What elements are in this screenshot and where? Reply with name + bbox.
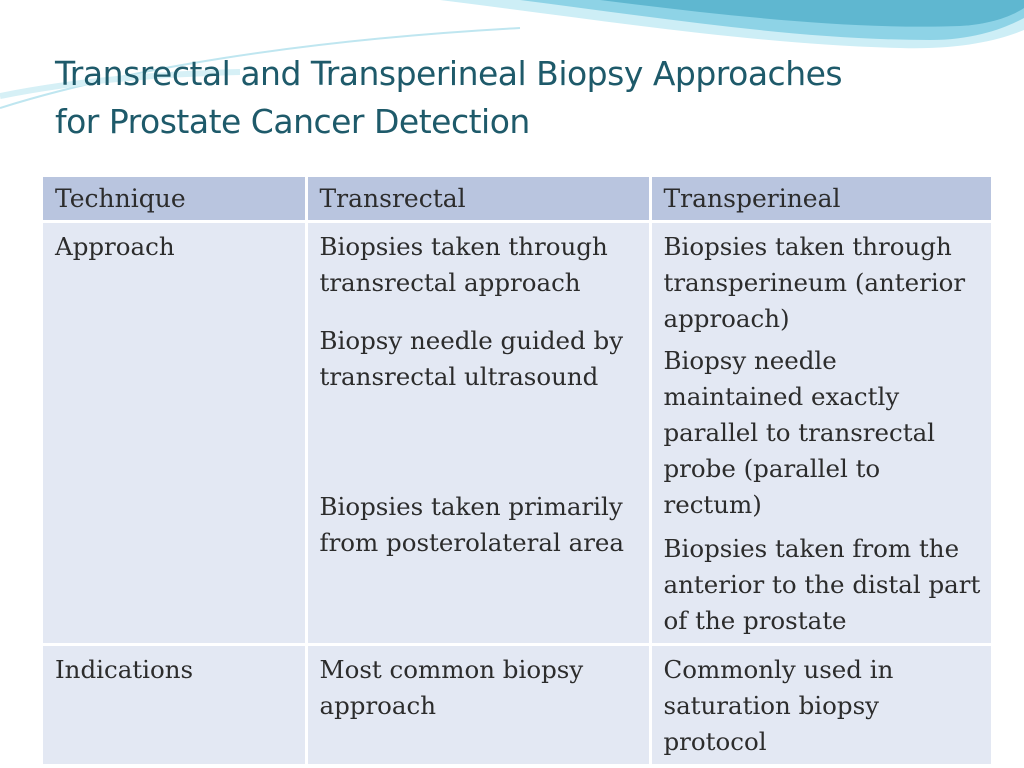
- transperineal-cell-approach: [650, 221, 991, 644]
- transperineal-approach-point-1: Biopsies taken through transperineum (anterior approach): [663, 231, 966, 333]
- transperineal-indications-point-1: Commonly used in saturation biopsy protocol: [663, 654, 894, 756]
- transperineal-cell-indications: [650, 644, 991, 765]
- biopsy-comparison-table: [43, 177, 991, 767]
- column-header-technique: Technique: [43, 177, 306, 221]
- table-header-row: [43, 177, 991, 221]
- transperineal-approach-point-2: Biopsy needle maintained exactly parallel to transrectal probe (parallel to rectum): [663, 345, 936, 519]
- transrectal-approach-point-2: Biopsy needle guided by transrectal ultrasound: [319, 325, 624, 391]
- slide-title-line-2: for Prostate Cancer Detection: [55, 102, 530, 141]
- technique-cell-indications: Indications: [43, 644, 306, 765]
- slide-title: [55, 50, 995, 146]
- transrectal-approach-point-3: Biopsies taken primarily from posterolateral area: [319, 491, 625, 557]
- table-row-indications: [43, 644, 991, 765]
- table-row-approach: [43, 221, 991, 644]
- column-header-transperineal: Transperineal: [650, 177, 991, 221]
- transrectal-cell-approach: [306, 221, 650, 644]
- transrectal-approach-point-1: Biopsies taken through transrectal approach: [319, 231, 608, 297]
- comparison-table-container: [43, 177, 991, 756]
- column-header-transrectal: Transrectal: [306, 177, 650, 221]
- slide-title-line-1: Transrectal and Transperineal Biopsy Approaches: [55, 54, 843, 93]
- transperineal-approach-point-3: Biopsies taken from the anterior to the distal part of the prostate: [663, 533, 981, 635]
- transrectal-cell-indications: [306, 644, 650, 765]
- transrectal-indications-point-1: Most common biopsy approach: [319, 654, 584, 720]
- technique-cell-approach: Approach: [43, 221, 306, 644]
